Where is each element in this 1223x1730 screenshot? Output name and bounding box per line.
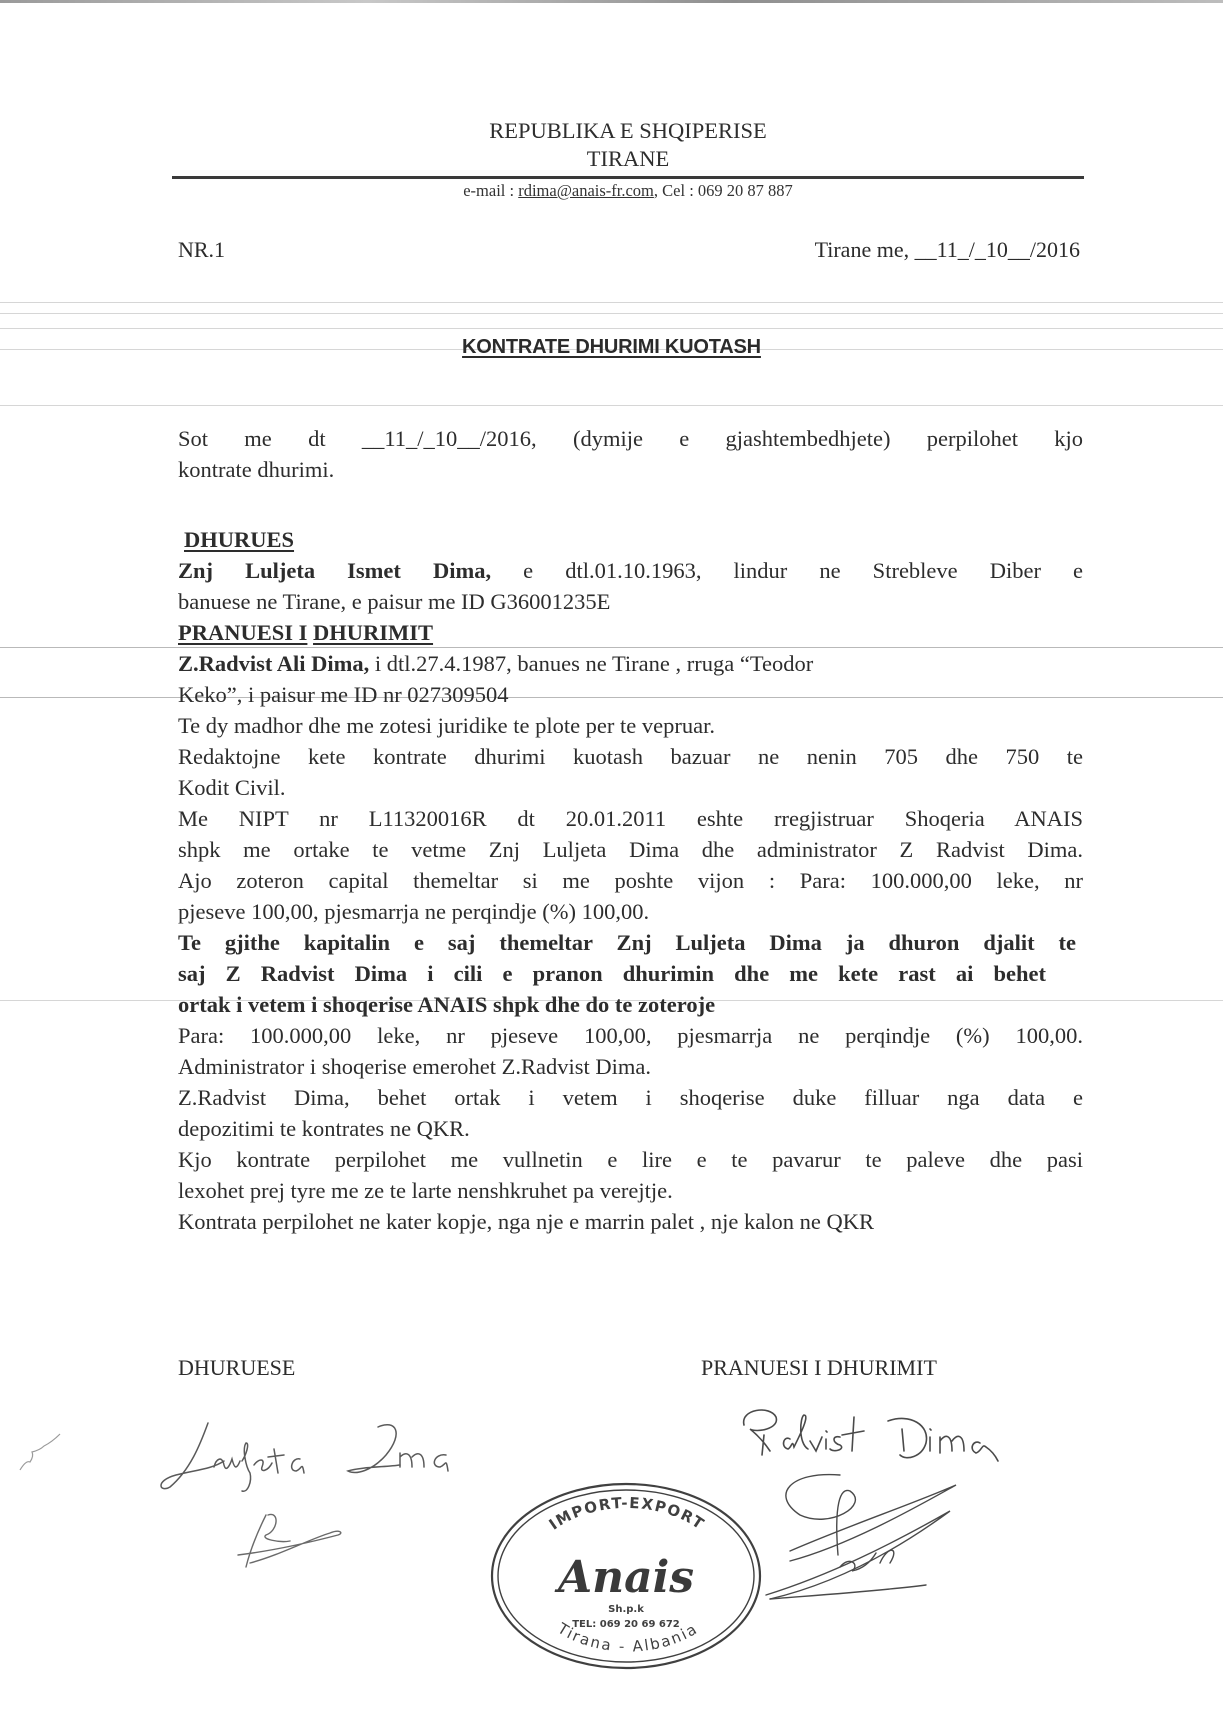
title-text: KONTRATE DHURIMI KUOTASH bbox=[462, 336, 761, 358]
stamp-brand: Anais bbox=[557, 1552, 695, 1603]
clause-capital: Ajo zoteron capital themeltar si me poshte vijon : Para: 100.000,00 leke, nr bbox=[178, 868, 1083, 893]
clause-free-will: Kjo kontrate perpilohet me vullnetin e lire e te pavarur te paleve dhe pasi bbox=[178, 1147, 1083, 1172]
stamp-tel: TEL: 069 20 69 672 bbox=[572, 1619, 680, 1630]
clause-gift: Te gjithe kapitalin e saj themeltar Znj Luljeta Dima ja dhuron djalit te bbox=[178, 930, 1076, 955]
clause-free-will: lexohet prej tyre me ze te larte nenshkruhet pa verejtje. bbox=[178, 1178, 673, 1203]
header-city: TIRANE bbox=[586, 146, 670, 171]
document-title bbox=[0, 336, 1223, 359]
donor-name: Znj Luljeta Ismet Dima, bbox=[178, 558, 492, 583]
clause-copies: Kontrata perpilohet ne kater kopje, nga nje e marrin palet , nje kalon ne QKR bbox=[178, 1209, 875, 1234]
scan-line bbox=[0, 405, 1223, 406]
phone-number: , Cel : 069 20 87 887 bbox=[653, 181, 793, 200]
document-number: NR.1 bbox=[178, 237, 226, 262]
contract-body bbox=[178, 524, 1083, 1237]
clause-gift: saj Z Radvist Dima i cili e pranon dhurimin dhe me kete rast ai behet bbox=[178, 961, 1046, 986]
clause-partner: Z.Radvist Dima, behet ortak i vetem i shoqerise duke filluar nga data e bbox=[178, 1085, 1083, 1110]
clause-nipt: shpk me ortake te vetme Znj Luljeta Dima dhe administrator Z Radvist Dima. bbox=[178, 837, 1083, 862]
donor-details: e dtl.01.10.1963, lindur ne Strebleve Diber e bbox=[491, 558, 1084, 583]
header-country: REPUBLIKA E SHQIPERISE bbox=[489, 118, 767, 143]
header-rule bbox=[172, 176, 1084, 179]
clause-admin: Administrator i shoqerise emerohet Z.Radvist Dima. bbox=[178, 1054, 652, 1079]
donor-signature bbox=[150, 1415, 480, 1585]
document-date: Tirane me, __11_/_10__/2016 bbox=[814, 237, 1080, 262]
recipient-signature-label: PRANUESI I DHURIMIT bbox=[701, 1355, 937, 1380]
email-label: e-mail : bbox=[463, 181, 519, 200]
intro-paragraph bbox=[178, 423, 1083, 485]
company-stamp bbox=[487, 1472, 765, 1672]
stamp-bottom-text: Tirana - Albania bbox=[554, 1619, 702, 1656]
recipient-heading-a: PRANUESI I bbox=[178, 620, 308, 645]
clause-basis: Kodit Civil. bbox=[178, 775, 286, 800]
clause-capacity: Te dy madhor dhe me zotesi juridike te plote per te vepruar. bbox=[178, 713, 715, 738]
recipient-id: Keko”, i paisur me ID nr 027309504 bbox=[178, 682, 509, 707]
donor-heading: DHURUES bbox=[184, 527, 295, 552]
donor-id: banuese ne Tirane, e paisur me ID G36001235E bbox=[178, 589, 611, 614]
scan-edge bbox=[0, 0, 1223, 3]
scan-line bbox=[0, 313, 1223, 314]
intro-line: Sot me dt __11_/_10__/2016, (dymije e gjashtembedhjete) perpilohet kjo bbox=[178, 426, 1083, 451]
clause-para: Para: 100.000,00 leke, nr pjeseve 100,00, pjesmarrja ne perqindje (%) 100,00. bbox=[178, 1023, 1083, 1048]
stamp-form: Sh.p.k bbox=[608, 1604, 644, 1615]
margin-mark bbox=[12, 1420, 72, 1480]
header-contact bbox=[172, 181, 1084, 201]
recipient-signature bbox=[730, 1395, 1090, 1635]
email-link[interactable]: rdima@anais-fr.com bbox=[518, 181, 654, 200]
clause-capital: pjeseve 100,00, pjesmarrja ne perqindje (%) 100,00. bbox=[178, 899, 650, 924]
clause-basis: Redaktojne kete kontrate dhurimi kuotash bazuar ne nenin 705 dhe 750 te bbox=[178, 744, 1083, 769]
donor-signature-label: DHURUESE bbox=[178, 1355, 296, 1380]
clause-partner: depozitimi te kontrates ne QKR. bbox=[178, 1116, 470, 1141]
recipient-name: Z.Radvist Ali Dima, bbox=[178, 651, 370, 676]
scan-line bbox=[0, 302, 1223, 303]
stamp-top-text: IMPORT-EXPORT bbox=[545, 1493, 709, 1534]
recipient-heading-b: DHURIMIT bbox=[313, 620, 434, 645]
intro-line: kontrate dhurimi. bbox=[178, 457, 335, 482]
clause-gift: ortak i vetem i shoqerise ANAIS shpk dhe do te zoteroje bbox=[178, 992, 716, 1017]
clause-nipt: Me NIPT nr L11320016R dt 20.01.2011 eshte rregjistruar Shoqeria ANAIS bbox=[178, 806, 1083, 831]
scan-line bbox=[0, 328, 1223, 329]
recipient-details: i dtl.27.4.1987, banues ne Tirane , rruga “Teodor bbox=[369, 651, 814, 676]
